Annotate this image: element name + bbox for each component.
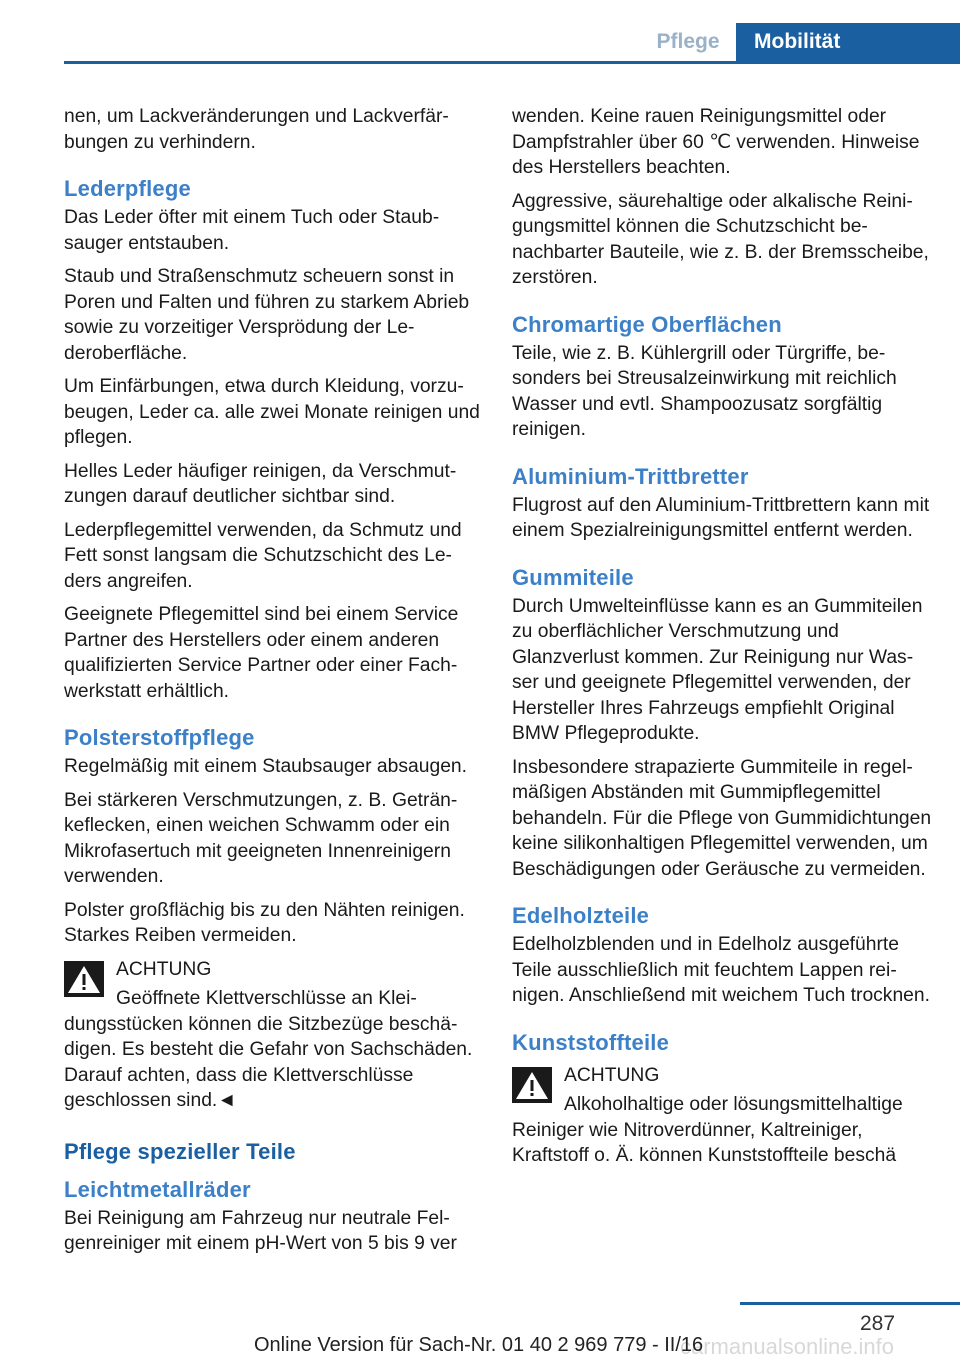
paragraph: Polster großflächig bis zu den Nähten reinigen. Starkes Reiben vermeiden. [64, 899, 465, 946]
heading-edelholzteile: Edelholzteile [512, 903, 650, 928]
warning-title: ACHTUNG [564, 1064, 660, 1086]
paragraph: Das Leder öfter mit einem Tuch oder Staubsauger entstauben. [64, 207, 440, 254]
paragraph: Edelholzblenden und in Edelholz ausgeführte Teile ausschließlich mit feuchtem Lappen reinigen. Anschließend mit weichem Tuch trocknen. [512, 934, 930, 1006]
paragraph: Insbesondere strapazierte Gummiteile in regelmäßigen Abständen mit Gummipflegemittel behandeln. Für die Pflege von Gummidichtungen keine silikonhaltigen Pflegemittel verwenden, um Beschädigungen oder Geräusche zu vermeiden. [512, 756, 932, 880]
paragraph: nen, um Lackveränderungen und Lackverfärbungen zu verhindern. [64, 106, 449, 153]
warning-icon [512, 1067, 552, 1103]
paragraph: Flugrost auf den Aluminium-Trittbrettern kann mit einem Spezialreinigungsmittel entfernt werden. [512, 494, 930, 541]
online-version-footer: Online Version für Sach-Nr. 01 40 2 969 779 - II/16 [254, 1334, 704, 1356]
heading-kunststoffteile: Kunststoffteile [512, 1029, 669, 1055]
warning-icon [64, 961, 104, 997]
paragraph: Teile, wie z. B. Kühlergrill oder Türgriffe, besonders bei Streusalzeinwirkung mit reichlich Wasser und evtl. Shampoozusatz sorgfältig reinigen. [512, 342, 897, 440]
heading-leichtmetallraeder: Leichtmetallräder [64, 1176, 251, 1202]
left-column [64, 104, 482, 1265]
paragraph: Aggressive, säurehaltige oder alkalische Reinigungsmittel können die Schutzschicht benachbarter Bauteile, wie z. B. der Bremsscheibe, zerstören. [512, 190, 929, 288]
tab-pflege[interactable]: Pflege [656, 30, 720, 53]
page-number: 287 [860, 1312, 896, 1335]
paragraph: Durch Umwelteinflüsse kann es an Gummiteilen zu oberflächlicher Verschmutzung und Glanzverlust kommen. Zur Reinigung nur Wasser und geeignete Pflegemittel verwenden, der Hersteller Ihres Fahrzeugs empfiehlt Original BMW Pflegeprodukte. [512, 595, 923, 744]
header-rule [64, 61, 960, 64]
paragraph: Bei Reinigung am Fahrzeug nur neutrale Felgenreiniger mit einem pH-Wert von 5 bis 9 ver [64, 1207, 457, 1254]
heading-pflege-spezieller-teile: Pflege spezieller Teile [64, 1138, 296, 1164]
right-column [512, 104, 932, 1177]
watermark: carmanualsonline.info [680, 1334, 895, 1359]
heading-lederpflege: Lederpflege [64, 176, 191, 201]
warning-block [512, 1063, 932, 1169]
heading-polsterstoffpflege: Polsterstoffpflege [64, 725, 255, 750]
paragraph: Staub und Straßenschmutz scheuern sonst in Poren und Falten und führen zu starkem Abrieb sowie zu vorzeitiger Versprödung der Lederoberfläche. [64, 266, 470, 364]
warning-text: Geöffnete Klettverschlüsse an Kleidungsstücken können die Sitzbezüge beschädigen. Es besteht die Gefahr von Sachschäden. Darauf achten, dass die Klettverschlüsse geschlossen sind.◄ [64, 988, 473, 1111]
heading-aluminium-trittbretter: Aluminium-Trittbretter [512, 463, 749, 489]
footer-rule [740, 1302, 960, 1305]
paragraph: Helles Leder häufiger reinigen, da Verschmutzungen darauf deutlicher sichtbar sind. [64, 460, 457, 507]
paragraph: Regelmäßig mit einem Staubsauger absaugen. [64, 756, 467, 777]
paragraph: Bei stärkeren Verschmutzungen, z. B. Getränkeflecken, einen weichen Schwamm oder ein Mikrofasertuch mit geeigneten Innenreinigern verwenden. [64, 789, 458, 887]
heading-chromartige-oberflaechen: Chromartige Oberflächen [512, 311, 782, 337]
warning-title: ACHTUNG [116, 958, 212, 980]
warning-text: Alkoholhaltige oder lösungsmittelhaltige Reiniger wie Nitroverdünner, Kaltreiniger, Kraftstoff o. Ä. können Kunststoffteile beschä [512, 1094, 903, 1166]
paragraph: wenden. Keine rauen Reinigungsmittel oder Dampfstrahler über 60 ℃ verwenden. Hinweise des Herstellers beachten. [512, 106, 920, 178]
heading-gummiteile: Gummiteile [512, 564, 634, 590]
paragraph: Geeignete Pflegemittel sind bei einem Service Partner des Herstellers oder einem anderen qualifizierten Service Partner oder einer Fachwerkstatt erhältlich. [64, 604, 459, 702]
page-header [0, 0, 960, 64]
paragraph: Lederpflegemittel verwenden, da Schmutz und Fett sonst langsam die Schutzschicht des Leders angreifen. [64, 519, 462, 592]
warning-block [64, 957, 482, 1114]
paragraph: Um Einfärbungen, etwa durch Kleidung, vorzubeugen, Leder ca. alle zwei Monate reinigen und pflegen. [64, 376, 480, 448]
tab-mobilitaet[interactable]: Mobilität [736, 23, 960, 61]
